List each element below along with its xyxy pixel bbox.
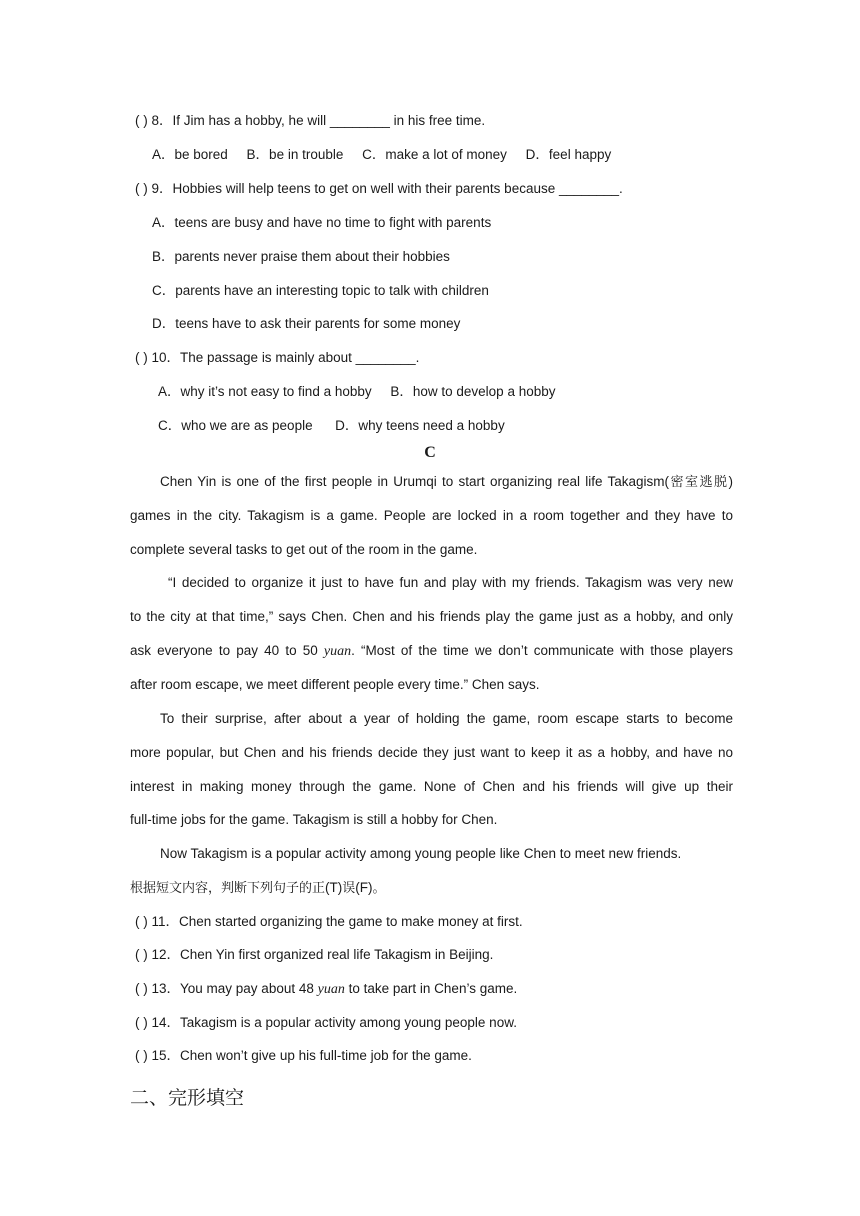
tf-instruction: 根据短文内容，判断下列句子的正(T)误(F)。 [130, 880, 386, 896]
passage-p3-line2: more popular, but Chen and his friends decide they just want to keep it as a hobby, and have no [130, 745, 733, 760]
passage-p3-line4: full-time jobs for the game. Takagism is still a hobby for Chen. [130, 812, 498, 827]
section-title-cloze: 二、完形填空 [130, 1087, 245, 1109]
passage-p2-line3: ask everyone to pay 40 to 50 yuan. “Most of the time we don’t communicate with those players [130, 643, 733, 659]
question-14: ( ) 14．Takagism is a popular activity among young people now. [135, 1015, 517, 1030]
section-heading-c: C [424, 444, 436, 461]
question-8-stem: ( ) 8．If Jim has a hobby, he will ________ in his free time. [135, 113, 486, 128]
question-9-option-b: B．parents never praise them about their hobbies [152, 249, 450, 264]
passage-p1-line3: complete several tasks to get out of the room in the game. [130, 542, 478, 557]
passage-p1-line1: Chen Yin is one of the first people in Urumqi to start organizing real life Takagism(密室逃脱) [160, 474, 733, 490]
question-10-options-row1: A．why it’s not easy to find a hobby B．how to develop a hobby [158, 384, 556, 399]
passage-p2-line2: to the city at that time,” says Chen. Chen and his friends play the game just as a hobby, and only [130, 609, 733, 624]
question-10-stem: ( ) 10．The passage is mainly about ________. [135, 350, 420, 365]
passage-p4-line1: Now Takagism is a popular activity among young people like Chen to meet new friends. [160, 846, 682, 861]
question-10-options-row2: C．who we are as people D．why teens need a hobby [158, 418, 505, 433]
passage-p1-line2: games in the city. Takagism is a game. People are locked in a room together and they have to [130, 508, 733, 523]
passage-p2-line1: “I decided to organize it just to have fun and play with my friends. Takagism was very new [168, 575, 733, 590]
question-9-option-a: A．teens are busy and have no time to fight with parents [152, 215, 492, 230]
question-8-options: A．be bored B．be in trouble C．make a lot of money D．feel happy [152, 147, 612, 162]
passage-p3-line3: interest in making money through the game. None of Chen and his friends will give up their [130, 779, 733, 794]
passage-p3-line1: To their surprise, after about a year of holding the game, room escape starts to become [160, 711, 733, 726]
question-9-stem: ( ) 9．Hobbies will help teens to get on well with their parents because ________. [135, 181, 623, 196]
question-9-option-c: C．parents have an interesting topic to talk with children [152, 283, 489, 298]
question-15: ( ) 15．Chen won’t give up his full-time job for the game. [135, 1048, 472, 1063]
passage-p2-line4: after room escape, we meet different people every time.” Chen says. [130, 677, 540, 692]
question-13: ( ) 13．You may pay about 48 yuan to take part in Chen’s game. [135, 981, 518, 997]
question-9-option-d: D．teens have to ask their parents for some money [152, 316, 461, 331]
question-12: ( ) 12．Chen Yin first organized real life Takagism in Beijing. [135, 947, 494, 962]
question-11: ( ) 11．Chen started organizing the game to make money at first. [135, 914, 523, 929]
